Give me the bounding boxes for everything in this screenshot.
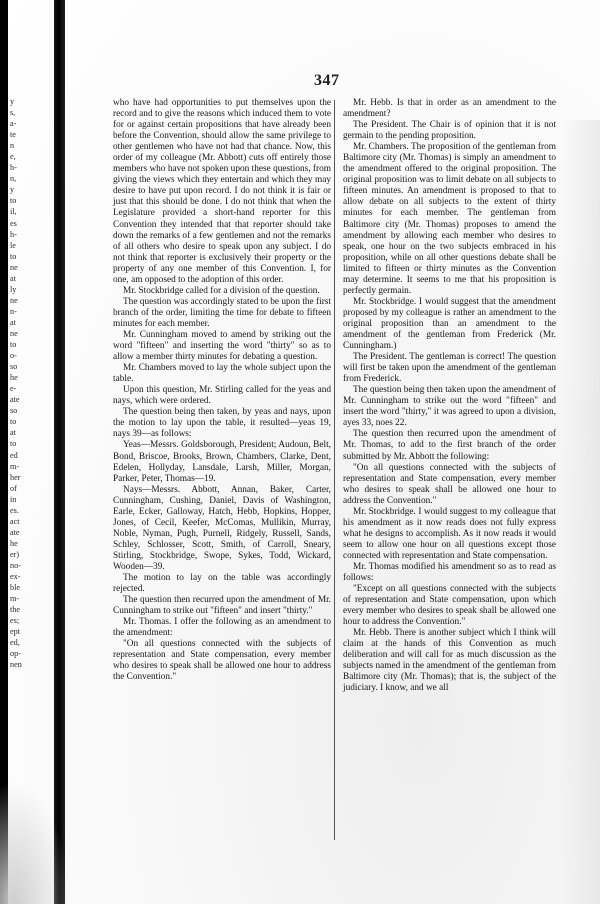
margin-fragment: op-: [10, 649, 21, 659]
paragraph: Yeas—Messrs. Goldsborough, President; Audoun, Belt, Bond, Briscoe, Brooks, Brown, Chambers, Clarke, Dent, Edelen, Hollyday, Lansdale, Larsh, Miller, Morgan, Parker, Peter, Thomas—19.: [113, 440, 331, 484]
margin-fragment: y: [10, 185, 15, 195]
paragraph: The question being then taken, by yeas and nays, upon the motion to lay upon the table, it resulted—yeas 19, nays 39—as follows:: [113, 407, 331, 440]
margin-fragment: ate: [10, 395, 20, 405]
paragraph: Upon this question, Mr. Stirling called for the yeas and nays, which were ordered.: [113, 385, 331, 407]
paragraph: Mr. Thomas. I offer the following as an amendment to the amendment:: [113, 617, 331, 639]
margin-fragment: to: [10, 439, 17, 449]
margin-fragment: s,: [10, 108, 16, 118]
margin-fragment: to: [10, 417, 17, 427]
margin-fragment: to: [10, 340, 17, 350]
margin-fragment: m-: [10, 461, 20, 471]
binding-gutter: [54, 0, 65, 904]
paragraph: Mr. Stockbridge. I would suggest to my colleague that his amendment as it now reads does not fully express what he designs to accomplish. As it now reads it would seem to allow one hour on all questions except those connected with representation and State compensation.: [343, 506, 556, 561]
margin-fragment: h-: [10, 229, 17, 239]
paragraph: Mr. Thomas modified his amendment so as to read as follows:: [343, 561, 556, 584]
paragraph: Mr. Hebb. There is another subject which I think will claim at the hands of this Convention as much deliberation and will call for as much discussion as the subjects named in the amendment of the gentleman from Baltimore city (Mr. Thomas); that is, the subject of the judiciary. I know, and we all: [343, 628, 556, 694]
margin-fragment: at: [10, 273, 16, 283]
margin-fragment: a-: [10, 119, 17, 129]
margin-fragment: es: [10, 218, 17, 228]
margin-fragment: ept: [10, 627, 21, 637]
margin-fragment: no-: [10, 560, 21, 570]
margin-fragment: he: [10, 538, 18, 548]
margin-fragment: her: [10, 472, 21, 482]
page-fold-shadow: [560, 120, 600, 904]
margin-fragment: to: [10, 251, 17, 261]
page-number: 347: [314, 72, 340, 89]
paragraph: The question being then taken upon the amendment of Mr. Cunningham to strike out the word "fifteen" and insert the word "thirty," it was agreed to upon a division, ayes 33, noes 22.: [343, 385, 556, 429]
paragraph: Mr. Chambers moved to lay the whole subject upon the table.: [113, 363, 331, 385]
margin-fragment: of: [10, 483, 17, 493]
margin-fragment: es.: [10, 505, 19, 515]
margin-fragment: ne: [10, 328, 18, 338]
margin-fragment: e-: [10, 384, 17, 394]
margin-fragment: ed: [10, 450, 18, 460]
margin-fragment: so: [10, 362, 18, 372]
paragraph: "On all questions connected with the subjects of representation and State compensation, every member who desires to speak shall be allowed one hour to address the Convention.": [113, 639, 331, 683]
margin-fragment: at: [10, 428, 16, 438]
margin-fragment: er): [10, 549, 20, 559]
paragraph: Mr. Stockbridge. I would suggest that the amendment proposed by my colleague is rather an amendment to the original proposition than an amendment to the amendment of the gentleman from Frederick (Mr. Cunningham.): [343, 296, 556, 352]
scan-corner-shadow: [0, 780, 70, 904]
paragraph: Mr. Cunningham moved to amend by striking out the word "fifteen" and inserting the word "thirty" so as to allow a member thirty minutes for debating a question.: [113, 329, 331, 363]
margin-fragment: le: [10, 240, 16, 250]
margin-fragment: ly: [10, 284, 17, 294]
paragraph: Nays—Messrs. Abbott, Annan, Baker, Carter, Cunningham, Cushing, Daniel, Davis of Washington, Earle, Ecker, Galloway, Hatch, Hebb, Hopkins, Hopper, Jones, of Cecil, Keefer, McComas, Mullikin, Murray, Noble, Nyman, Pugh, Purnell, Ridgely, Russell, Sands, Schley, Schlosser, Scott, Smith, of Carroll, Sneary, Stirling, Stockbridge, Swope, Sykes, Todd, Wickard, Wooden—39.: [113, 484, 331, 572]
left-column: [113, 98, 331, 683]
scan-edge: [0, 0, 8, 904]
margin-fragment: ne: [10, 262, 18, 272]
paragraph: "On all questions connected with the subjects of representation and State compensation, every member who desires to speak shall be allowed one hour to address the Convention.": [343, 462, 556, 506]
margin-fragment: te: [10, 130, 16, 140]
margin-fragment: he: [10, 373, 18, 383]
previous-page-margin: [10, 96, 38, 816]
right-column: [343, 98, 556, 695]
margin-fragment: es;: [10, 616, 20, 626]
paragraph: Mr. Chambers. The proposition of the gentleman from Baltimore city (Mr. Thomas) is simply an amendment to the amendment offered to the original proposition. The original proposition was to limit debate on all subjects to fifteen minutes. An amendment is proposed to that to allow debate on all subjects to the extent of thirty minutes for each member. The gentleman from Baltimore city (Mr. Thomas) proposes to amend the amendment by allowing each member who desires to speak, one hour on the two subjects embraced in his proposition, while on all other questions debate shall be limited to fifteen or thirty minutes as the Convention may determine. It seems to me that his proposition is perfectly germain.: [343, 142, 556, 296]
margin-fragment: to: [10, 196, 17, 206]
margin-fragment: n-: [10, 306, 17, 316]
margin-fragment: o-: [10, 351, 17, 361]
margin-fragment: n,: [10, 174, 17, 184]
paragraph: Mr. Hebb. Is that in order as an amendment to the amendment?: [343, 98, 556, 120]
margin-fragment: il,: [10, 207, 17, 217]
paragraph: The motion to lay on the table was accordingly rejected.: [113, 573, 331, 595]
margin-fragment: h-: [10, 163, 17, 173]
paragraph: "Except on all questions connected with the subjects of representation and State compensation, upon which every member who desires to speak shall be allowed one hour to address the Convention.": [343, 584, 556, 628]
margin-fragment: in: [10, 494, 17, 504]
margin-fragment: ble: [10, 583, 21, 593]
margin-fragment: ex-: [10, 572, 21, 582]
margin-fragment: e,: [10, 152, 16, 162]
margin-fragment: at: [10, 317, 16, 327]
paragraph: The question then recurred upon the amendment of Mr. Cunningham to strike out "fifteen" and insert "thirty.": [113, 595, 331, 617]
paragraph: Mr. Stockbridge called for a division of the question.: [123, 285, 320, 296]
margin-fragment: y: [10, 97, 15, 106]
column-divider: [334, 100, 335, 840]
margin-fragment: ne: [10, 295, 18, 305]
margin-fragment: n: [10, 141, 15, 151]
margin-fragment: m-: [10, 594, 20, 604]
paragraph: who have had opportunities to put themselves upon the record and to give the reasons which induced them to vote for or against certain propositions that have already been before the Convention, should allow the same privilege to other gentlemen who have not had that chance. Now, this order of my colleague (Mr. Abbott) cuts off entirely those members who have not spoken upon these questions, from giving the views which they entertain and which they may desire to have put upon record. I do not think it is fair or just that this should be done. I do not think that when the Legislature provided a short-hand reporter for this Convention they intended that that reporter should take down the remarks of a few gentlemen and not the remarks of all others who desire to speak upon any subject. I do not think that reporter is exclusively their property or the property of any one member of this Convention. I, for one, am opposed to the adoption of this order.: [113, 98, 331, 285]
margin-fragment: ate: [10, 527, 20, 537]
paragraph: The question then recurred upon the amendment of Mr. Thomas, to add to the first branch of the order submitted by Mr. Abbott the following:: [343, 429, 556, 462]
paragraph: The President. The gentleman is correct! The question will first be taken upon the amendment of the gentleman from Frederick.: [343, 352, 556, 385]
margin-fragment: so: [10, 406, 18, 416]
margin-fragment: the: [10, 605, 21, 615]
paragraph: The question was accordingly stated to be upon the first branch of the order, limiting the time for debate to fifteen minutes for each member.: [113, 296, 331, 329]
margin-fragment: ed,: [10, 638, 20, 648]
margin-fragment: nen: [10, 660, 22, 670]
margin-fragment: act: [10, 516, 20, 526]
paragraph: The President. The Chair is of opinion that it is not germain to the pending proposition.: [343, 120, 556, 142]
